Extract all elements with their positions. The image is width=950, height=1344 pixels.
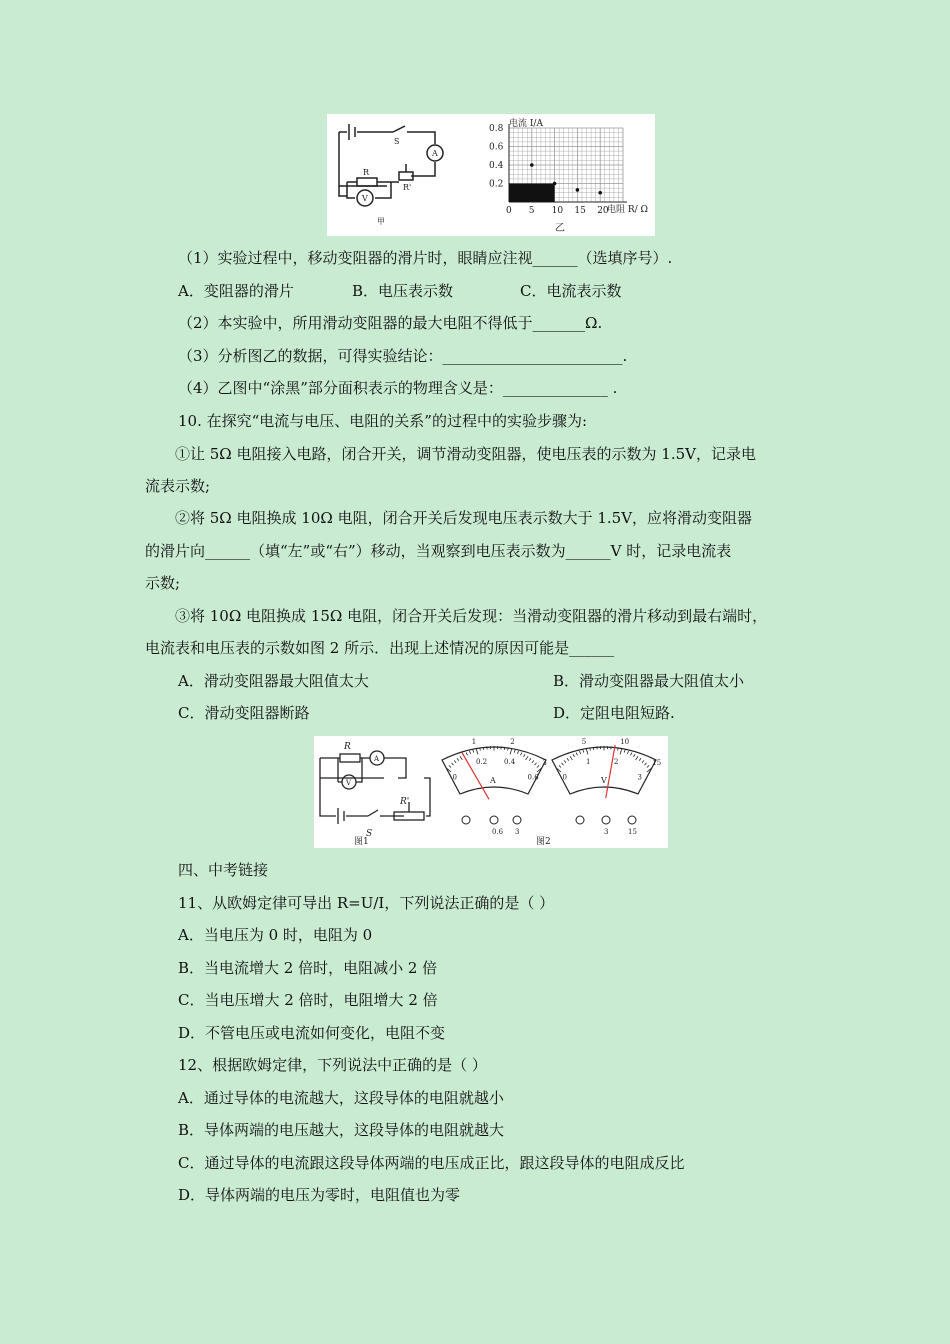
- chart-y-ticks: [489, 124, 504, 190]
- fig2-voltmeter-letter: V: [346, 779, 352, 787]
- switch-label: S: [394, 137, 400, 146]
- q10-step2-line3: 示数;: [145, 574, 181, 592]
- meter-tick-label: 0.2: [475, 758, 488, 767]
- rheostat-icon: [399, 172, 413, 180]
- q11-option-d: D．不管电压或电流如何变化，电阻不变: [178, 1024, 446, 1042]
- meter-tick: [483, 747, 484, 750]
- figure-1-svg: [327, 114, 655, 236]
- meter-tick-label: 1: [585, 758, 591, 767]
- q12-option-a: A．通过导体的电流越大，这段导体的电阻就越小: [178, 1089, 504, 1107]
- meter-top-tick-label: 3: [542, 758, 547, 767]
- circuit-diagram-jia: [339, 124, 443, 206]
- y-tick-label: 0.8: [489, 124, 504, 134]
- q9-option-b: B．电压表示数: [352, 282, 454, 300]
- meter-top-tick-label: 10: [620, 737, 630, 746]
- x-tick-label: 15: [574, 206, 586, 216]
- q12-option-b: B．导体两端的电压越大，这段导体的电阻就越大: [178, 1121, 505, 1139]
- q9-option-c: C．电流表示数: [520, 282, 622, 300]
- chart-x-label: 电阻 R/ Ω: [607, 205, 648, 215]
- fig2-caption-1: 图1: [354, 837, 369, 847]
- voltmeter-terminal-15: [628, 816, 636, 824]
- q10-stem: 10. 在探究“电流与电压、电阻的关系”的过程中的实验步骤为:: [178, 412, 588, 430]
- chart-shaded-region: [509, 184, 555, 203]
- q9-part4: （4）乙图中“涂黑”部分面积表示的物理含义是：______________ .: [178, 379, 618, 397]
- voltmeter-terminal-neg: [576, 816, 584, 824]
- data-point: [598, 191, 602, 195]
- ammeter-terminal-3: [513, 816, 521, 824]
- chart-y-label: 电流 I/A: [509, 119, 543, 129]
- meter-top-tick-label: 15: [652, 758, 662, 767]
- q9-part2: （2）本实验中，所用滑动变阻器的最大电阻不得低于_______Ω.: [178, 314, 603, 332]
- q10-step2-line2: 的滑片向______（填“左”或“右”）移动，当观察到电压表示数为______V 时，记录电流表: [145, 542, 732, 560]
- q10-option-a: A．滑动变阻器最大阻值太大: [178, 672, 369, 690]
- ammeter-unit-letter: A: [490, 776, 496, 785]
- chart-x-ticks: [506, 206, 609, 216]
- meter-top-tick-label: 2: [510, 737, 515, 746]
- figure-2: [314, 736, 668, 848]
- ammeter-terminal-label-3: 3: [515, 828, 520, 836]
- meter-tick-label: 2: [614, 758, 619, 767]
- q10-step1-line1: ①让 5Ω 电阻接入电路，闭合开关，调节滑动变阻器，使电压表的示数为 1.5V，记录电: [175, 445, 756, 463]
- switch-icon: [393, 126, 405, 132]
- ammeter-terminal-label-06: 0.6: [492, 828, 504, 836]
- q9-option-a: A．变阻器的滑片: [178, 282, 294, 300]
- q9-part3: （3）分析图乙的数据，可得实验结论：________________________.: [178, 347, 628, 365]
- resistor-icon: [357, 178, 377, 186]
- meter-tick-label: 0.4: [504, 758, 516, 767]
- q12-option-d: D．导体两端的电压为零时，电阻值也为零: [178, 1186, 461, 1204]
- ammeter-terminal-neg: [462, 816, 470, 824]
- voltmeter-unit-letter: V: [601, 776, 607, 785]
- circuit-caption: 甲: [377, 217, 385, 226]
- meter-tick: [593, 747, 594, 750]
- q12-stem: 12、根据欧姆定律，下列说法中正确的是（ ）: [178, 1056, 487, 1074]
- y-tick-label: 0.2: [489, 179, 504, 190]
- fig2-switch-label: S: [366, 829, 373, 839]
- voltmeter-terminal-label-15: 15: [628, 828, 637, 836]
- fig2-caption-2: 图2: [536, 837, 551, 847]
- y-tick-label: 0.4: [489, 161, 504, 171]
- data-point: [553, 182, 557, 186]
- q11-stem: 11、从欧姆定律可导出 R=U/I，下列说法正确的是（ ）: [178, 894, 555, 912]
- voltmeter-dial: [552, 738, 661, 836]
- ammeter-terminal-06: [490, 816, 498, 824]
- meter-tick: [504, 747, 505, 750]
- q10-step1-line2: 流表示数;: [145, 477, 211, 495]
- chart-caption: 乙: [555, 223, 565, 234]
- y-tick-label: 0.6: [489, 142, 504, 153]
- meter-tick-label: 0: [562, 773, 567, 782]
- x-tick-label: 20: [597, 206, 609, 216]
- q10-step2-line1: ②将 5Ω 电阻换成 10Ω 电阻，闭合开关后发现电压表示数大于 1.5V，应将滑动变阻器: [175, 509, 753, 527]
- q10-option-c: C．滑动变阻器断路: [178, 704, 310, 722]
- q11-option-a: A．当电压为 0 时，电阻为 0: [178, 926, 373, 944]
- q10-step3-line2: 电流表和电压表的示数如图 2 所示．出现上述情况的原因可能是______: [145, 639, 615, 657]
- fig2-ammeter-letter: A: [374, 755, 380, 763]
- fig2-resistor-icon: [340, 754, 360, 762]
- q10-step3-line1: ③将 10Ω 电阻换成 15Ω 电阻，闭合开关后发现：当滑动变阻器的滑片移动到最右端时，: [175, 607, 768, 625]
- q12-option-c: C．通过导体的电流跟这段导体两端的电压成正比，跟这段导体的电阻成反比: [178, 1154, 685, 1172]
- meter-tick-label: 3: [637, 773, 643, 782]
- fig2-rheostat-label: R': [400, 797, 410, 807]
- q10-option-b: B．滑动变阻器最大阻值太小: [553, 672, 745, 690]
- meter-tick-label: 0.6: [527, 773, 539, 782]
- ammeter-dial: [442, 738, 547, 836]
- x-tick-label: 0: [506, 206, 512, 216]
- chart-yi: [489, 117, 648, 234]
- voltmeter-terminal-3: [602, 816, 610, 824]
- x-tick-label: 10: [551, 206, 564, 216]
- fig2-resistor-label: R: [344, 742, 351, 752]
- rheostat-label: R': [403, 183, 412, 192]
- meter-top-tick-label: 5: [581, 737, 587, 746]
- fig2-switch-icon: [368, 810, 378, 816]
- voltmeter-terminal-label-3: 3: [604, 828, 609, 836]
- ammeter-label: A: [432, 149, 438, 158]
- q9-part1: （1）实验过程中，移动变阻器的滑片时，眼睛应注视______（选填序号）.: [178, 249, 673, 267]
- data-point: [576, 188, 580, 192]
- x-tick-label: 5: [528, 206, 535, 216]
- voltmeter-label: V: [362, 194, 368, 203]
- section-4-title: 四、中考链接: [178, 861, 269, 879]
- meter-top-tick-label: 1: [471, 737, 477, 746]
- meter-tick-label: 0: [452, 773, 457, 782]
- resistor-label: R: [363, 168, 370, 177]
- figure-1: [327, 114, 655, 236]
- figure-2-svg: [314, 736, 668, 848]
- data-point: [530, 163, 534, 167]
- q10-option-d: D．定阻电阻短路.: [553, 704, 675, 722]
- q11-option-b: B．当电流增大 2 倍时，电阻减小 2 倍: [178, 959, 438, 977]
- q11-option-c: C．当电压增大 2 倍时，电阻增大 2 倍: [178, 991, 438, 1009]
